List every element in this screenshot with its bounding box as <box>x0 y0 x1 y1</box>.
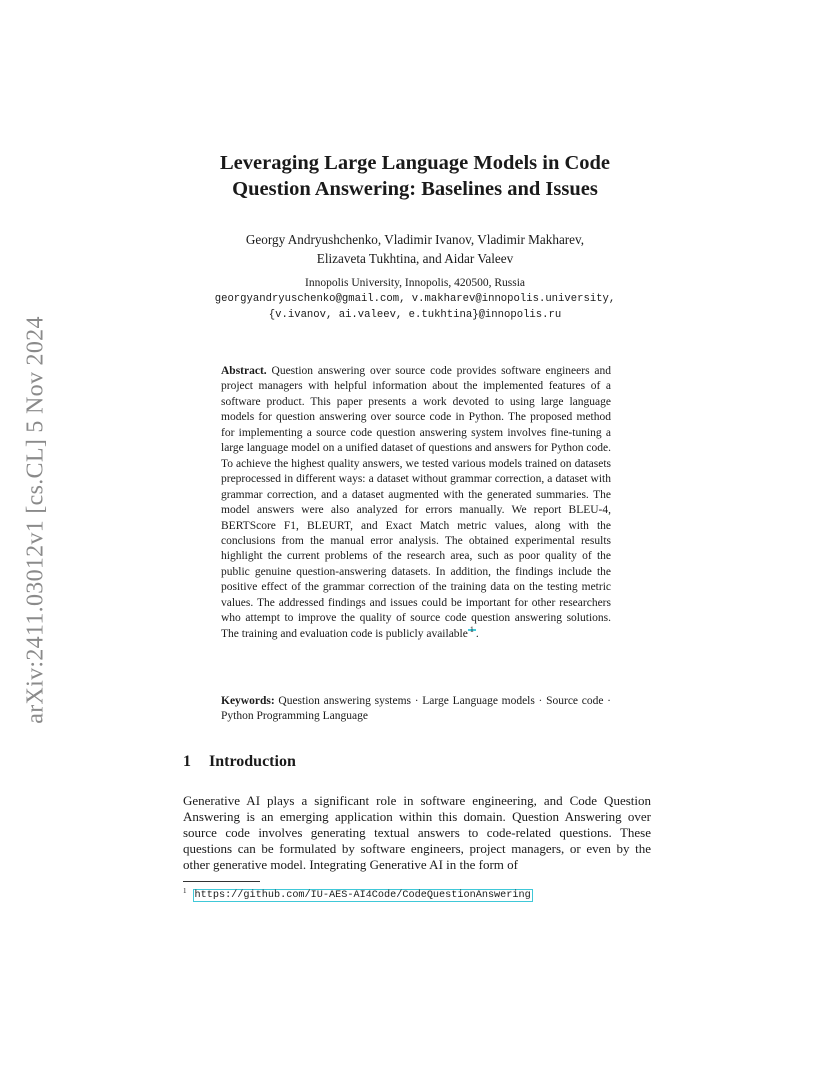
affiliation-block <box>150 276 680 323</box>
footnote-url-link[interactable]: https://github.com/IU-AES-AI4Code/CodeQuestionAnswering <box>194 890 531 902</box>
title-line-2: Question Answering: Baselines and Issues <box>232 178 598 200</box>
abstract-label: Abstract. <box>221 365 267 377</box>
keywords-label: Keywords: <box>221 695 275 707</box>
section-number: 1 <box>183 753 191 770</box>
abstract <box>221 364 611 642</box>
author-list <box>150 230 680 268</box>
keywords-text: Question answering systems · Large Language models · Source code · Python Programming Language <box>221 695 611 722</box>
keywords <box>221 694 611 724</box>
section-title: Introduction <box>209 753 296 770</box>
footnote-mark: 1 <box>183 887 187 895</box>
paper-title <box>150 150 680 202</box>
footnote-divider <box>183 881 260 882</box>
footnote <box>183 884 533 903</box>
abstract-text: Question answering over source code provides software engineers and project managers with helpful information about the implemented features of a software product. This paper presents a work devoted to using large language models for question answering over source code in Python. The proposed method for implementing a source code question answering system involves fine-tuning a large language model on a unified dataset of questions and answers for Python code. To achieve the highest quality answers, we tested various models trained on datasets preprocessed in different ways: a dataset without grammar correction, a dataset with grammar correction, and a dataset augmented with the generated summaries. The model answers were also analyzed for errors manually. We report BLEU-4, BERTScore F1, BLEURT, and Exact Match metric values, along with the conclusions from the manual error analysis. The obtained experimental results highlight the current problems of the research area, such as poor quality of the public genuine question-answering datasets. In addition, the findings include the positive effect of the grammar correction of the training data on the testing metric values. The addressed findings and issues could be important for other researchers who attempt to improve the quality of source code question answering solutions. The training and evaluation code is publicly available <box>221 365 612 640</box>
affiliation: Innopolis University, Innopolis, 420500, Russia <box>305 277 525 289</box>
footnote-link-marker[interactable]: 1 <box>469 624 474 634</box>
authors-line-2: Elizaveta Tukhtina, and Aidar Valeev <box>316 251 514 266</box>
emails-line-1: georgyandryuschenko@gmail.com, v.makharev@innopolis.university, <box>214 293 616 305</box>
arxiv-stamp-text: arXiv:2411.03012v1 [cs.CL] 5 Nov 2024 <box>22 316 49 724</box>
authors-line-1: Georgy Andryushchenko, Vladimir Ivanov, Vladimir Makharev, <box>245 232 585 247</box>
introduction-paragraph: Generative AI plays a significant role in software engineering, and Code Question Answering is an emerging application within this domain. Question Answering over source code involves generating textual answers to code-related questions. These questions can be formulated by software engineers, project managers, or even by the other generative model. Integrating Generative AI in the form of <box>183 793 651 873</box>
section-heading <box>183 753 296 771</box>
abstract-end: . <box>475 627 479 640</box>
title-line-1: Leveraging Large Language Models in Code <box>219 152 611 174</box>
emails-line-2: {v.ivanov, ai.valeev, e.tukhtina}@innopolis.ru <box>268 309 562 321</box>
